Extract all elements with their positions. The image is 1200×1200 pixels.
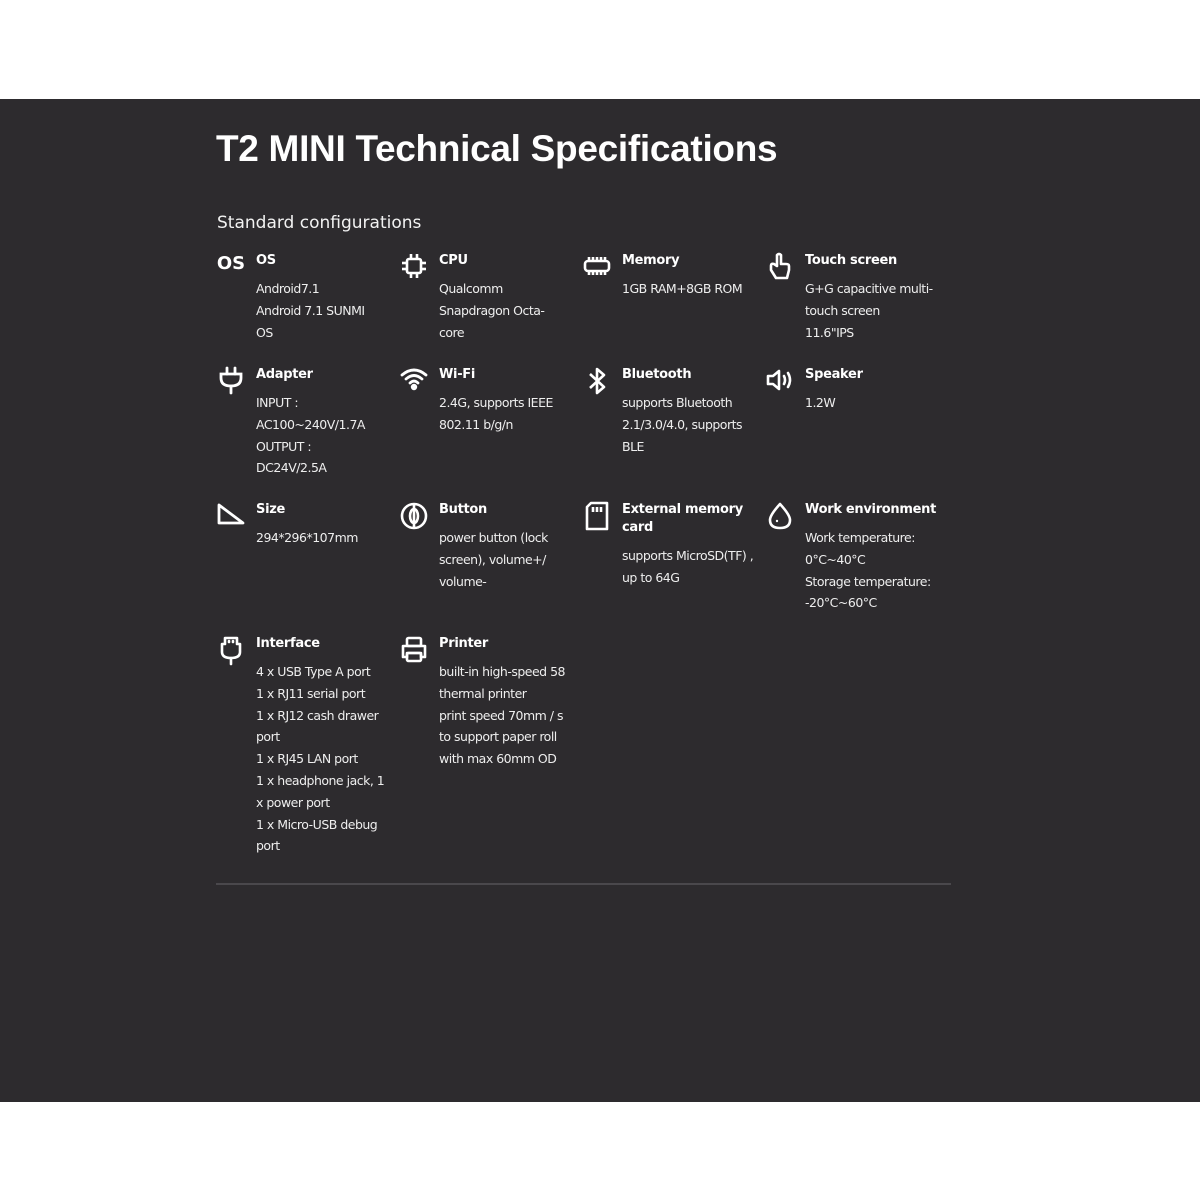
sd-card-icon (582, 501, 612, 531)
spec-value: 1.2W (805, 395, 836, 410)
spec-label: External memory card (622, 502, 743, 535)
spec-value: Work temperature: 0°C~40°C Storage temperature: -20°C~60°C (805, 530, 931, 611)
spec-value: supports Bluetooth 2.1/3.0/4.0, supports BLE (622, 395, 743, 454)
water-drop-icon (765, 501, 795, 531)
spec-value: Qualcomm Snapdragon Octa- core (439, 281, 545, 340)
spec-label: Printer (439, 636, 488, 651)
power-plug-icon (216, 366, 246, 396)
cpu-chip-icon (399, 252, 429, 282)
spec-value: 294*296*107mm (256, 530, 358, 545)
spec-label: Adapter (256, 367, 313, 382)
section-divider (216, 883, 951, 885)
spec-value: 4 x USB Type A port 1 x RJ11 serial port 1 x RJ12 cash drawer port 1 x RJ45 LAN port 1 x headphone jack, 1 x power port 1 x Micro-USB debug port (256, 664, 385, 854)
spec-label: Bluetooth (622, 367, 692, 382)
spec-label: OS (256, 253, 276, 268)
spec-label: Memory (622, 253, 680, 268)
speaker-icon (765, 366, 795, 396)
os-text-icon: OS (216, 253, 246, 274)
bluetooth-icon (582, 366, 612, 396)
spec-label: Speaker (805, 367, 863, 382)
spec-label: Button (439, 502, 487, 517)
usb-plug-icon (216, 635, 246, 665)
spec-value: 1GB RAM+8GB ROM (622, 281, 743, 296)
spec-label: Wi-Fi (439, 367, 476, 382)
spec-label: CPU (439, 253, 468, 268)
spec-panel (0, 99, 1200, 1102)
touch-hand-icon (765, 252, 795, 282)
spec-value: supports MicroSD(TF) , up to 64G (622, 548, 754, 585)
page-title: T2 MINI Technical Specifications (216, 128, 778, 169)
spec-label: Work environment (805, 502, 937, 517)
memory-module-icon (582, 252, 612, 282)
printer-icon (399, 635, 429, 665)
spec-value: Android7.1 Android 7.1 SUNMI OS (256, 281, 365, 340)
spec-value: built-in high-speed 58 thermal printer print speed 70mm / s to support paper roll with max 60mm OD (439, 664, 565, 767)
spec-value: G+G capacitive multi- touch screen 11.6"IPS (805, 281, 933, 340)
spec-label: Touch screen (805, 253, 897, 268)
spec-value: INPUT : AC100~240V/1.7A OUTPUT : DC24V/2.5A (256, 395, 365, 476)
spec-label: Size (256, 502, 286, 517)
power-button-icon (399, 501, 429, 531)
spec-value: 2.4G, supports IEEE 802.11 b/g/n (439, 395, 553, 432)
set-square-size-icon (216, 501, 246, 531)
spec-label: Interface (256, 636, 320, 651)
wifi-icon (399, 366, 429, 396)
section-subtitle: Standard configurations (217, 213, 422, 233)
spec-value: power button (lock screen), volume+/ volume- (439, 530, 548, 589)
